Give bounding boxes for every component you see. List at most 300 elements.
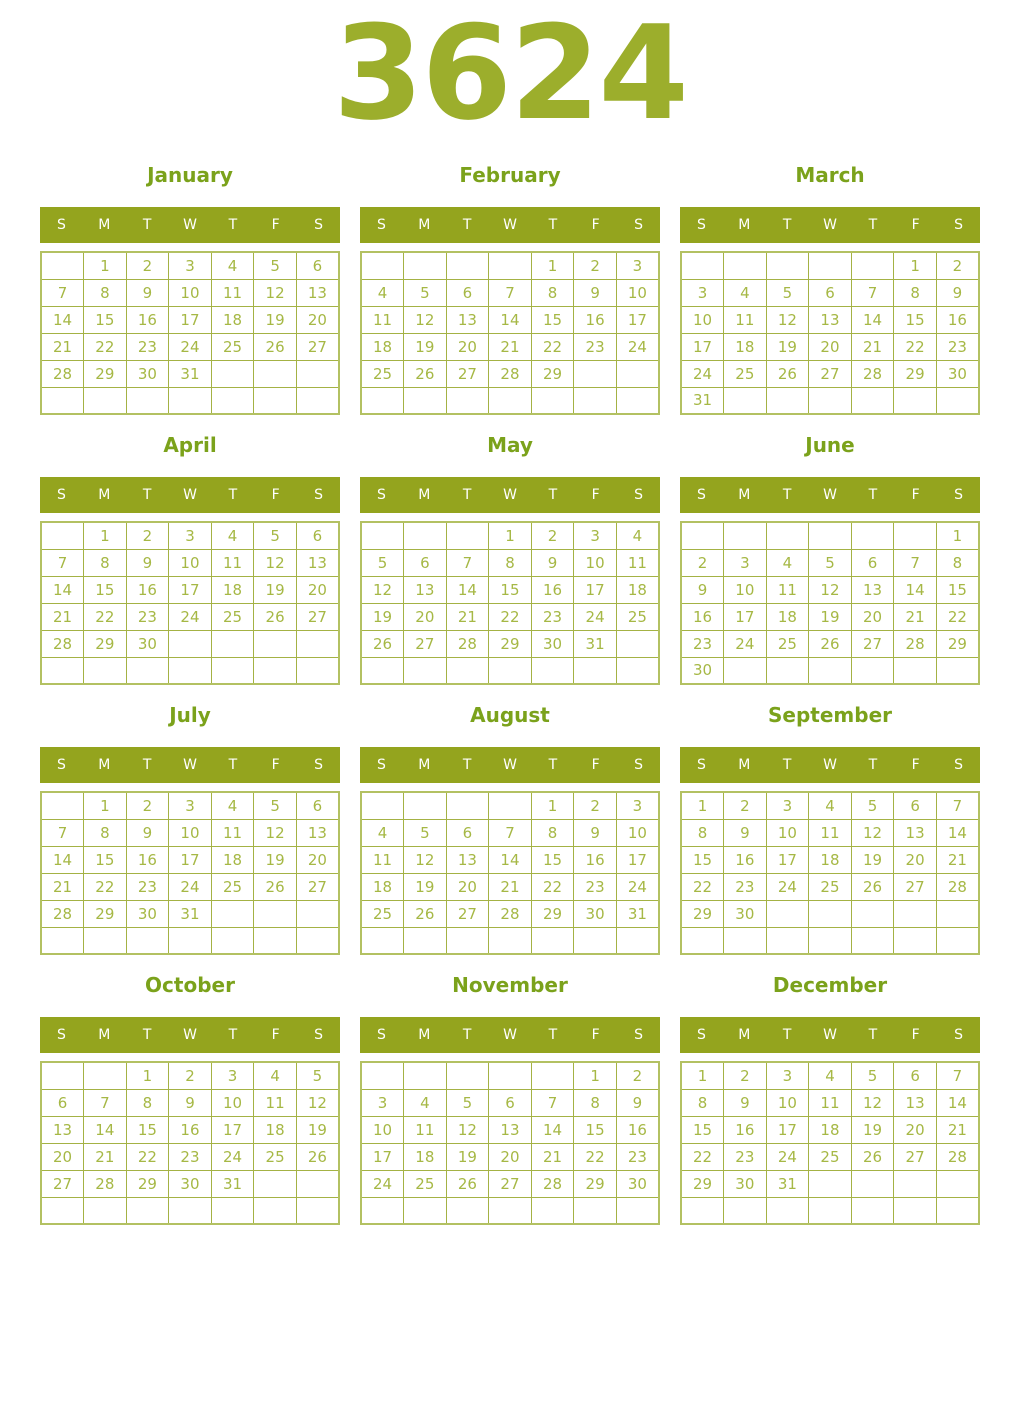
weekday-label: S <box>634 757 644 773</box>
empty-day-cell <box>489 1062 532 1089</box>
day-cell: 20 <box>851 603 894 630</box>
month-april <box>40 434 340 685</box>
month-days-table <box>40 791 340 955</box>
empty-day-cell <box>851 657 894 684</box>
day-cell: 23 <box>126 603 169 630</box>
day-cell: 26 <box>404 900 447 927</box>
weekday-label: T <box>548 217 558 233</box>
empty-day-cell <box>361 927 404 954</box>
day-cell: 7 <box>41 279 84 306</box>
year-title: 3624 <box>333 0 687 149</box>
empty-day-cell <box>574 360 617 387</box>
day-cell: 17 <box>681 333 724 360</box>
week-row <box>41 873 339 900</box>
empty-day-cell <box>254 900 297 927</box>
day-cell: 31 <box>616 900 659 927</box>
weekday-label: F <box>591 487 600 503</box>
day-cell: 29 <box>84 900 127 927</box>
day-cell: 5 <box>361 549 404 576</box>
empty-day-cell <box>489 927 532 954</box>
day-cell: 24 <box>766 873 809 900</box>
day-cell: 7 <box>531 1089 574 1116</box>
day-cell: 13 <box>809 306 852 333</box>
day-cell: 3 <box>169 792 212 819</box>
empty-day-cell <box>211 657 254 684</box>
empty-day-cell <box>446 252 489 279</box>
day-cell: 16 <box>681 603 724 630</box>
day-cell: 3 <box>681 279 724 306</box>
day-cell: 27 <box>894 873 937 900</box>
day-cell: 27 <box>296 873 339 900</box>
week-row <box>361 1116 659 1143</box>
week-row <box>41 819 339 846</box>
weekday-label: F <box>591 1027 600 1043</box>
month-days-table <box>680 251 980 415</box>
week-row <box>681 1197 979 1224</box>
weekday-label: F <box>591 217 600 233</box>
day-cell: 5 <box>809 549 852 576</box>
day-cell: 28 <box>851 360 894 387</box>
weekday-label: T <box>462 487 472 503</box>
week-row <box>681 900 979 927</box>
week-row <box>41 792 339 819</box>
month-days-body <box>681 522 979 684</box>
weekday-label: F <box>271 217 280 233</box>
week-row <box>681 1089 979 1116</box>
week-row <box>681 1116 979 1143</box>
day-cell: 15 <box>84 576 127 603</box>
empty-day-cell <box>361 252 404 279</box>
day-cell: 6 <box>894 792 937 819</box>
empty-day-cell <box>296 1197 339 1224</box>
weekday-label: S <box>56 217 66 233</box>
day-cell: 8 <box>531 819 574 846</box>
weekday-label: T <box>228 217 238 233</box>
empty-day-cell <box>361 522 404 549</box>
day-cell: 10 <box>616 279 659 306</box>
empty-day-cell <box>894 387 937 414</box>
day-cell: 22 <box>681 1143 724 1170</box>
week-row <box>361 1143 659 1170</box>
day-cell: 9 <box>724 819 767 846</box>
weekday-label: S <box>314 487 324 503</box>
day-cell: 17 <box>616 846 659 873</box>
day-cell: 23 <box>724 873 767 900</box>
week-row <box>41 1170 339 1197</box>
day-cell: 17 <box>724 603 767 630</box>
day-cell: 2 <box>169 1062 212 1089</box>
weekday-label: F <box>271 757 280 773</box>
month-days-table <box>680 521 980 685</box>
day-cell: 3 <box>766 792 809 819</box>
day-cell: 12 <box>296 1089 339 1116</box>
weekday-label: S <box>314 217 324 233</box>
empty-day-cell <box>126 927 169 954</box>
empty-day-cell <box>254 657 297 684</box>
day-cell: 8 <box>126 1089 169 1116</box>
day-cell: 2 <box>724 792 767 819</box>
weekday-label: S <box>376 217 386 233</box>
weekday-label: W <box>823 487 837 503</box>
day-cell: 14 <box>894 576 937 603</box>
week-row <box>361 333 659 360</box>
month-days-table <box>40 521 340 685</box>
day-cell: 21 <box>894 603 937 630</box>
week-row <box>681 1062 979 1089</box>
day-cell: 29 <box>126 1170 169 1197</box>
empty-day-cell <box>851 387 894 414</box>
day-cell: 25 <box>211 603 254 630</box>
day-cell: 13 <box>446 846 489 873</box>
day-cell: 6 <box>489 1089 532 1116</box>
weekday-label: T <box>462 217 472 233</box>
empty-day-cell <box>84 927 127 954</box>
empty-day-cell <box>851 927 894 954</box>
day-cell: 16 <box>126 846 169 873</box>
day-cell: 19 <box>404 333 447 360</box>
week-row <box>361 873 659 900</box>
day-cell: 5 <box>254 252 297 279</box>
day-cell: 7 <box>41 549 84 576</box>
day-cell: 10 <box>169 819 212 846</box>
day-cell: 22 <box>531 333 574 360</box>
day-cell: 16 <box>936 306 979 333</box>
day-cell: 30 <box>936 360 979 387</box>
day-cell: 18 <box>211 306 254 333</box>
week-row <box>681 387 979 414</box>
empty-day-cell <box>894 927 937 954</box>
day-cell: 17 <box>169 306 212 333</box>
day-cell: 13 <box>296 819 339 846</box>
day-cell: 4 <box>766 549 809 576</box>
day-cell: 13 <box>41 1116 84 1143</box>
day-cell: 23 <box>936 333 979 360</box>
day-cell: 9 <box>616 1089 659 1116</box>
day-cell: 23 <box>681 630 724 657</box>
weekday-label: M <box>738 487 751 503</box>
empty-day-cell <box>211 387 254 414</box>
month-title: April <box>163 433 217 457</box>
day-cell: 26 <box>296 1143 339 1170</box>
day-cell: 29 <box>531 900 574 927</box>
day-cell: 9 <box>936 279 979 306</box>
day-cell: 19 <box>254 846 297 873</box>
empty-day-cell <box>169 630 212 657</box>
day-cell: 4 <box>361 819 404 846</box>
week-row <box>41 900 339 927</box>
day-cell: 8 <box>84 279 127 306</box>
empty-day-cell <box>254 1197 297 1224</box>
empty-day-cell <box>361 387 404 414</box>
day-cell: 19 <box>851 846 894 873</box>
week-row <box>681 576 979 603</box>
day-cell: 23 <box>126 873 169 900</box>
day-cell: 7 <box>446 549 489 576</box>
day-cell: 3 <box>361 1089 404 1116</box>
day-cell: 15 <box>126 1116 169 1143</box>
day-cell: 3 <box>766 1062 809 1089</box>
months-grid <box>0 164 1020 1225</box>
day-cell: 10 <box>169 549 212 576</box>
weekday-header-band <box>360 477 660 513</box>
day-cell: 21 <box>489 333 532 360</box>
day-cell: 28 <box>41 630 84 657</box>
empty-day-cell <box>574 387 617 414</box>
empty-day-cell <box>254 360 297 387</box>
empty-day-cell <box>254 630 297 657</box>
day-cell: 15 <box>574 1116 617 1143</box>
day-cell: 16 <box>126 306 169 333</box>
empty-day-cell <box>126 387 169 414</box>
day-cell: 15 <box>84 306 127 333</box>
day-cell: 8 <box>936 549 979 576</box>
day-cell: 5 <box>446 1089 489 1116</box>
month-days-table <box>40 251 340 415</box>
day-cell: 14 <box>936 1089 979 1116</box>
day-cell: 14 <box>489 306 532 333</box>
weekday-label: T <box>228 1027 238 1043</box>
week-row <box>41 252 339 279</box>
day-cell: 26 <box>254 333 297 360</box>
day-cell: 16 <box>574 306 617 333</box>
day-cell: 28 <box>41 900 84 927</box>
day-cell: 30 <box>126 900 169 927</box>
empty-day-cell <box>41 522 84 549</box>
empty-day-cell <box>361 1062 404 1089</box>
day-cell: 21 <box>41 603 84 630</box>
empty-day-cell <box>489 1197 532 1224</box>
week-row <box>681 549 979 576</box>
week-row <box>681 819 979 846</box>
day-cell: 10 <box>766 1089 809 1116</box>
day-cell: 13 <box>296 279 339 306</box>
day-cell: 17 <box>361 1143 404 1170</box>
weekday-label: S <box>314 1027 324 1043</box>
empty-day-cell <box>616 387 659 414</box>
empty-day-cell <box>126 657 169 684</box>
day-cell: 11 <box>616 549 659 576</box>
weekday-label: S <box>56 1027 66 1043</box>
weekday-label: W <box>503 1027 517 1043</box>
empty-day-cell <box>616 630 659 657</box>
day-cell: 12 <box>254 819 297 846</box>
week-row <box>681 306 979 333</box>
day-cell: 27 <box>894 1143 937 1170</box>
weekday-label: S <box>696 757 706 773</box>
week-row <box>361 387 659 414</box>
weekday-label: T <box>782 1027 792 1043</box>
month-november <box>360 974 660 1225</box>
day-cell: 13 <box>446 306 489 333</box>
day-cell: 12 <box>404 306 447 333</box>
day-cell: 22 <box>531 873 574 900</box>
day-cell: 2 <box>574 252 617 279</box>
day-cell: 24 <box>361 1170 404 1197</box>
empty-day-cell <box>254 387 297 414</box>
day-cell: 16 <box>616 1116 659 1143</box>
day-cell: 15 <box>489 576 532 603</box>
day-cell: 31 <box>574 630 617 657</box>
day-cell: 21 <box>41 333 84 360</box>
day-cell: 14 <box>489 846 532 873</box>
week-row <box>681 792 979 819</box>
day-cell: 25 <box>211 333 254 360</box>
empty-day-cell <box>936 387 979 414</box>
week-row <box>361 846 659 873</box>
day-cell: 7 <box>936 792 979 819</box>
empty-day-cell <box>766 387 809 414</box>
empty-day-cell <box>936 657 979 684</box>
day-cell: 3 <box>724 549 767 576</box>
empty-day-cell <box>531 927 574 954</box>
day-cell: 11 <box>254 1089 297 1116</box>
day-cell: 29 <box>936 630 979 657</box>
day-cell: 11 <box>404 1116 447 1143</box>
empty-day-cell <box>616 360 659 387</box>
day-cell: 21 <box>489 873 532 900</box>
day-cell: 20 <box>296 306 339 333</box>
day-cell: 28 <box>41 360 84 387</box>
empty-day-cell <box>616 1197 659 1224</box>
day-cell: 1 <box>681 792 724 819</box>
day-cell: 8 <box>84 549 127 576</box>
day-cell: 12 <box>254 549 297 576</box>
day-cell: 24 <box>724 630 767 657</box>
empty-day-cell <box>851 900 894 927</box>
empty-day-cell <box>404 927 447 954</box>
day-cell: 18 <box>809 846 852 873</box>
day-cell: 28 <box>936 873 979 900</box>
day-cell: 18 <box>724 333 767 360</box>
day-cell: 14 <box>531 1116 574 1143</box>
day-cell: 9 <box>724 1089 767 1116</box>
day-cell: 3 <box>169 522 212 549</box>
day-cell: 8 <box>489 549 532 576</box>
day-cell: 6 <box>296 522 339 549</box>
empty-day-cell <box>809 522 852 549</box>
empty-day-cell <box>446 1197 489 1224</box>
empty-day-cell <box>894 900 937 927</box>
day-cell: 28 <box>531 1170 574 1197</box>
day-cell: 15 <box>531 846 574 873</box>
day-cell: 1 <box>126 1062 169 1089</box>
day-cell: 7 <box>41 819 84 846</box>
week-row <box>681 630 979 657</box>
day-cell: 26 <box>361 630 404 657</box>
day-cell: 14 <box>84 1116 127 1143</box>
day-cell: 31 <box>766 1170 809 1197</box>
day-cell: 27 <box>489 1170 532 1197</box>
day-cell: 2 <box>724 1062 767 1089</box>
day-cell: 3 <box>616 252 659 279</box>
empty-day-cell <box>766 657 809 684</box>
weekday-label: F <box>271 487 280 503</box>
day-cell: 5 <box>766 279 809 306</box>
day-cell: 13 <box>851 576 894 603</box>
empty-day-cell <box>404 792 447 819</box>
day-cell: 20 <box>404 603 447 630</box>
day-cell: 24 <box>616 873 659 900</box>
day-cell: 23 <box>574 333 617 360</box>
weekday-label: T <box>142 757 152 773</box>
weekday-label: W <box>183 217 197 233</box>
day-cell: 16 <box>724 846 767 873</box>
day-cell: 7 <box>936 1062 979 1089</box>
week-row <box>681 333 979 360</box>
weekday-header-band <box>360 1017 660 1053</box>
day-cell: 10 <box>361 1116 404 1143</box>
empty-day-cell <box>296 630 339 657</box>
day-cell: 20 <box>41 1143 84 1170</box>
day-cell: 21 <box>41 873 84 900</box>
day-cell: 6 <box>404 549 447 576</box>
day-cell: 16 <box>724 1116 767 1143</box>
day-cell: 2 <box>936 252 979 279</box>
day-cell: 22 <box>84 333 127 360</box>
weekday-label: F <box>911 487 920 503</box>
weekday-label: S <box>634 217 644 233</box>
day-cell: 25 <box>766 630 809 657</box>
week-row <box>681 927 979 954</box>
empty-day-cell <box>489 252 532 279</box>
empty-day-cell <box>169 927 212 954</box>
weekday-label: F <box>591 757 600 773</box>
day-cell: 6 <box>809 279 852 306</box>
month-days-body <box>361 522 659 684</box>
empty-day-cell <box>169 657 212 684</box>
day-cell: 18 <box>361 873 404 900</box>
empty-day-cell <box>724 657 767 684</box>
weekday-label: S <box>56 487 66 503</box>
empty-day-cell <box>851 522 894 549</box>
day-cell: 17 <box>169 576 212 603</box>
month-march <box>680 164 980 415</box>
day-cell: 11 <box>809 1089 852 1116</box>
day-cell: 9 <box>681 576 724 603</box>
day-cell: 28 <box>894 630 937 657</box>
day-cell: 19 <box>254 576 297 603</box>
weekday-label: S <box>376 757 386 773</box>
week-row <box>681 360 979 387</box>
empty-day-cell <box>404 1197 447 1224</box>
day-cell: 8 <box>681 1089 724 1116</box>
empty-day-cell <box>446 792 489 819</box>
day-cell: 13 <box>894 1089 937 1116</box>
week-row <box>681 657 979 684</box>
day-cell: 1 <box>936 522 979 549</box>
day-cell: 2 <box>574 792 617 819</box>
day-cell: 6 <box>296 252 339 279</box>
day-cell: 10 <box>169 279 212 306</box>
empty-day-cell <box>489 657 532 684</box>
month-june <box>680 434 980 685</box>
empty-day-cell <box>531 657 574 684</box>
empty-day-cell <box>766 252 809 279</box>
empty-day-cell <box>766 900 809 927</box>
weekday-label: S <box>954 487 964 503</box>
weekday-label: T <box>782 487 792 503</box>
weekday-label: M <box>98 1027 111 1043</box>
day-cell: 4 <box>211 522 254 549</box>
empty-day-cell <box>894 522 937 549</box>
empty-day-cell <box>84 387 127 414</box>
day-cell: 12 <box>851 1089 894 1116</box>
day-cell: 15 <box>531 306 574 333</box>
day-cell: 19 <box>404 873 447 900</box>
day-cell: 21 <box>851 333 894 360</box>
day-cell: 8 <box>894 279 937 306</box>
day-cell: 26 <box>404 360 447 387</box>
